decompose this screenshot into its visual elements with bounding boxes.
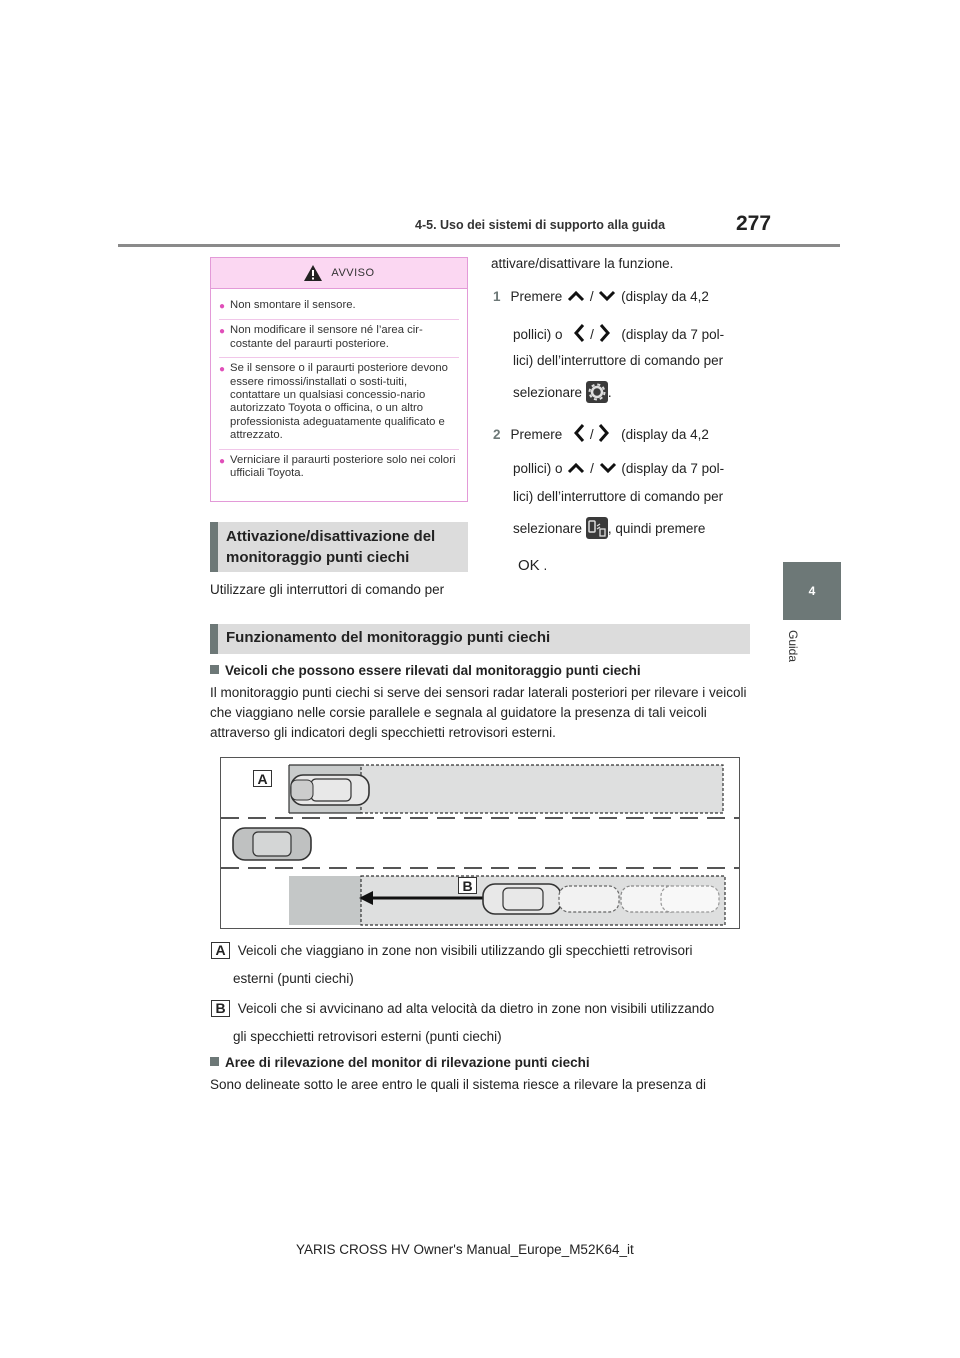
subheading-detection-areas: Aree di rilevazione del monitor di rilevazione punti ciechi <box>210 1055 590 1070</box>
bullet-icon: ● <box>219 301 226 312</box>
step-2-line-3: lici) dell’interruttore di comando per <box>513 489 724 504</box>
chevron-up-icon <box>566 289 586 303</box>
chevron-left-icon <box>572 323 586 343</box>
body-detection-areas: Sono delineate sotto le aree entro le quali il sistema riesce a rilevare la presenza di <box>210 1077 707 1092</box>
vehicle-b-car <box>483 884 719 914</box>
warning-item: ● Non smontare il sensore. <box>219 295 459 320</box>
gear-icon <box>586 381 608 403</box>
running-header: 4-5. Uso dei sistemi di supporto alla guida <box>415 218 666 232</box>
warning-item: ● Se il sensore o il paraurti posteriore devono essere rimossi/installati o sosti-tuiti, contattare un qualsiasi concessio-nario autorizzato Toyota o officina, o un altro professionista adeguatamente qualificato e attrezzato. <box>219 358 459 449</box>
blind-spot-diagram-svg <box>221 758 740 929</box>
legend-b: B Veicoli che si avvicinano ad alta velocità da dietro in zone non visibili utilizzando <box>211 999 714 1019</box>
chevron-left-icon <box>572 423 586 443</box>
subheading-detectable-vehicles: Veicoli che possono essere rilevati dal monitoraggio punti ciechi <box>210 663 641 678</box>
warning-title: AVVISO <box>331 267 375 279</box>
legend-b-line-2: gli specchietti retrovisori esterni (punti ciechi) <box>233 1029 502 1044</box>
legend-a-label: A <box>211 942 230 959</box>
blind-spot-diagram <box>220 757 740 929</box>
chevron-down-icon <box>597 289 617 303</box>
vehicle-a-car <box>291 775 369 805</box>
blind-spot-monitor-icon <box>586 517 608 539</box>
step-2-line-2: pollici) o / (display da 7 pol- <box>513 461 725 476</box>
page-number: 277 <box>736 212 772 235</box>
chapter-label: Guida <box>786 630 800 663</box>
chevron-down-icon <box>598 461 618 475</box>
step-2-ok: OK . <box>518 557 548 574</box>
warning-triangle-icon <box>303 264 323 282</box>
bullet-icon: ● <box>219 364 226 376</box>
intro-text: Utilizzare gli interruttori di comando per <box>210 582 445 597</box>
legend-b-label: B <box>211 1000 230 1017</box>
bullet-icon: ● <box>219 455 226 467</box>
step-2-line-4: selezionare , quindi premere <box>513 517 705 539</box>
chevron-right-icon <box>598 323 612 343</box>
blind-spot-zone-lower <box>289 876 361 925</box>
legend-a: A Veicoli che viaggiano in zone non visibili utilizzando gli specchietti retrovisori <box>211 941 693 961</box>
diagram-label-a: A <box>253 770 272 787</box>
intro-continuation: attivare/disattivare la funzione. <box>491 256 674 271</box>
section-heading-operation: Funzionamento del monitoraggio punti ciechi <box>210 624 750 654</box>
chapter-tab: 4 <box>783 562 841 620</box>
chevron-up-icon <box>566 461 586 475</box>
step-1-line-2: pollici) o / (display da 7 pol- <box>513 323 724 345</box>
warning-box <box>210 257 468 502</box>
step-1-line-1: 1 Premere / (display da 4,2 <box>493 289 709 304</box>
section-heading-activation: Attivazione/disattivazione del monitoraggio punti ciechi <box>210 522 468 572</box>
step-2-line-1: 2 Premere / (display da 4,2 <box>493 423 709 445</box>
body-detectable-vehicles: Il monitoraggio punti ciechi si serve dei sensori radar laterali posteriori per rilevare i veicoli che viaggiano nelle corsie parallele e segnala al guidatore la presenza di tali veicoli attraverso gli indicatori degli specchietti retrovisori esterni. <box>210 685 747 740</box>
footer-manual-id: YARIS CROSS HV Owner's Manual_Europe_M52K64_it <box>296 1242 634 1257</box>
chevron-right-icon <box>597 423 611 443</box>
bullet-icon: ● <box>219 326 226 338</box>
ok-button-glyph: OK <box>518 557 540 574</box>
diagram-label-b: B <box>458 877 477 894</box>
legend-a-line-2: esterni (punti ciechi) <box>233 971 354 986</box>
detection-zone-upper <box>361 765 723 813</box>
square-bullet-icon <box>210 1057 219 1066</box>
warning-item: ● Non modificare il sensore né l’area cir-costante del paraurti posteriore. <box>219 320 459 358</box>
step-1-line-4: selezionare . <box>513 381 612 403</box>
warning-item: ● Verniciare il paraurti posteriore solo nei colori ufficiali Toyota. <box>219 453 456 480</box>
warning-header <box>211 258 467 289</box>
square-bullet-icon <box>210 665 219 674</box>
step-1-line-3: lici) dell’interruttore di comando per <box>513 353 724 368</box>
header-rule <box>118 244 840 247</box>
own-vehicle-car <box>233 828 311 860</box>
